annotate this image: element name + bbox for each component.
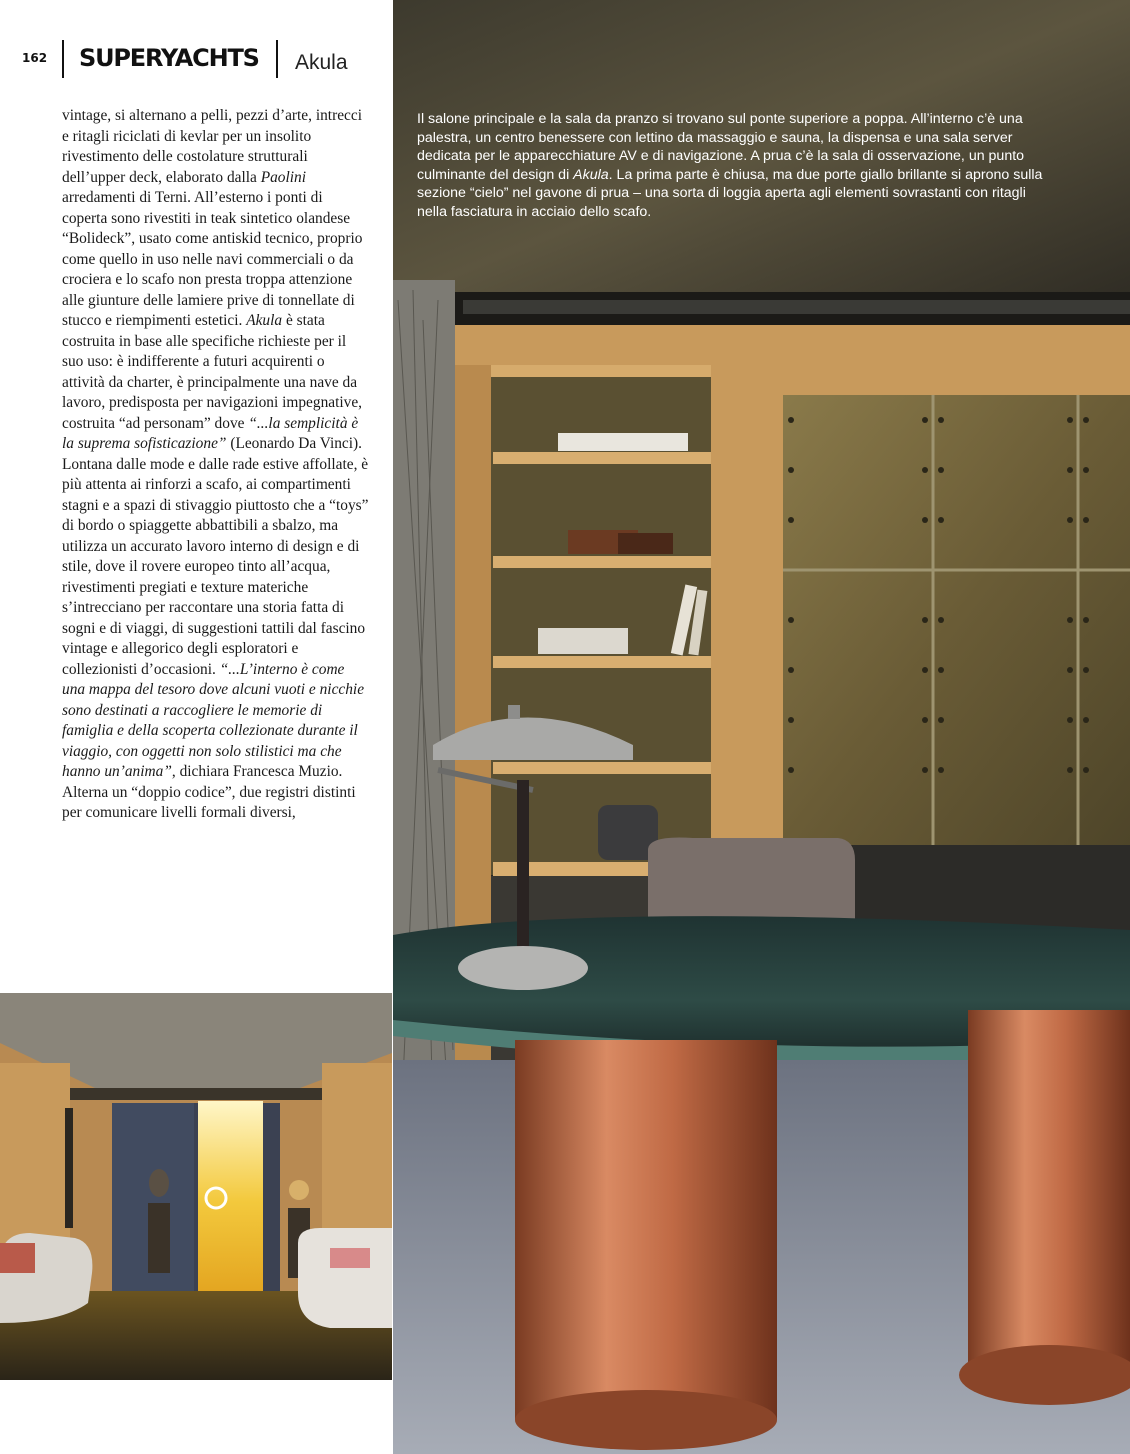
header-divider — [62, 40, 64, 78]
caption-text-run: Il salone principale e la sala da pranzo si trovano sul ponte superiore a poppa. All’interno c’è una palestra, un centro benessere con lettino da massaggio e sauna, la dispensa e una sala server dedicata per le apparecchiature AV e di navigazione. A prua c’è la sala di osservazione, un punto culminante del design di — [417, 111, 1025, 183]
article-paragraph — [62, 106, 370, 824]
yacht-name: Akula — [295, 51, 348, 74]
quote: “...la semplicità è la suprema sofisticazione” — [62, 414, 359, 452]
caption-text-run: . La prima parte è chiusa, ma due porte giallo brillante si aprono sulla sezione “cielo” nel gavone di prua – una sorta di loggia aperta agli elementi sovrastanti con ritagli nella fasciatura in acciaio dello scafo. — [417, 166, 1043, 220]
company-name: Paolini — [260, 168, 307, 186]
body-text-run: , dichiara Francesca Muzio. Alterna un “doppio codice”, due registri distinti per comunicare livelli formali diversi, — [62, 763, 356, 821]
lounge-interior-photo — [0, 993, 392, 1380]
photo-caption — [417, 110, 1057, 222]
yacht-name-inline: Akula — [573, 166, 609, 183]
page-number: 162 — [22, 51, 48, 65]
yacht-name-inline: Akula — [246, 312, 283, 329]
section-title: SUPERYACHTS — [79, 44, 259, 72]
page-header — [0, 0, 392, 100]
body-text-run: è stata costruita in base alle specifiche richieste per il suo uso: è indifferente a futuri acquirenti o attività da charter, è principalmente una nave da lavoro, predisposta per navigazioni impegnative, costruita “ad personam” dove — [62, 312, 363, 432]
body-text-run: vintage, si alternano a pelli, pezzi d’arte, intrecci e ritagli riciclati di kevlar per un insolito rivestimento delle costolature strutturali dell’upper deck, elaborato dalla — [62, 107, 362, 186]
quote: “...L’interno è come una mappa del tesoro dove alcuni vuoti e nicchie sono destinati a raccogliere le memorie di famiglia e della scoperta collezionate durante il viaggio, con oggetti non solo stilistici ma che hanno un’anima” — [62, 660, 365, 780]
body-text-run: arredamenti di Terni. All’esterno i ponti di coperta sono rivestiti in teak sintetico olandese “Bolideck”, usato come antiskid tecnico, proprio come quello in uso nelle navi commerciali o da crociera e lo scafo non presta troppa attenzione alle giunture delle lamiere prive di tonnellate di stucco e riempimenti estetici. — [62, 189, 363, 329]
article-body — [62, 106, 370, 824]
header-divider — [276, 40, 278, 78]
body-text-run: (Leonardo Da Vinci). Lontana dalle mode e dalle rade estive affollate, è più attenta ai rinforzi a scafo, ai compartimenti stagni e a spazi di stivaggio piuttosto che a “toys” di bordo o spiaggette abbattibili a sbalzo, ma utilizza un accurato lavoro interno di design e di stile, dove il rovere europeo tinto all’acqua, rivestimenti pregiati e texture materiche s’intrecciano per raccontare una storia fatta di sogni e di viaggi, di suggestioni tattili dal fascino vintage e allegorico degli esploratori e collezionisti d’occasioni. — [62, 435, 369, 678]
